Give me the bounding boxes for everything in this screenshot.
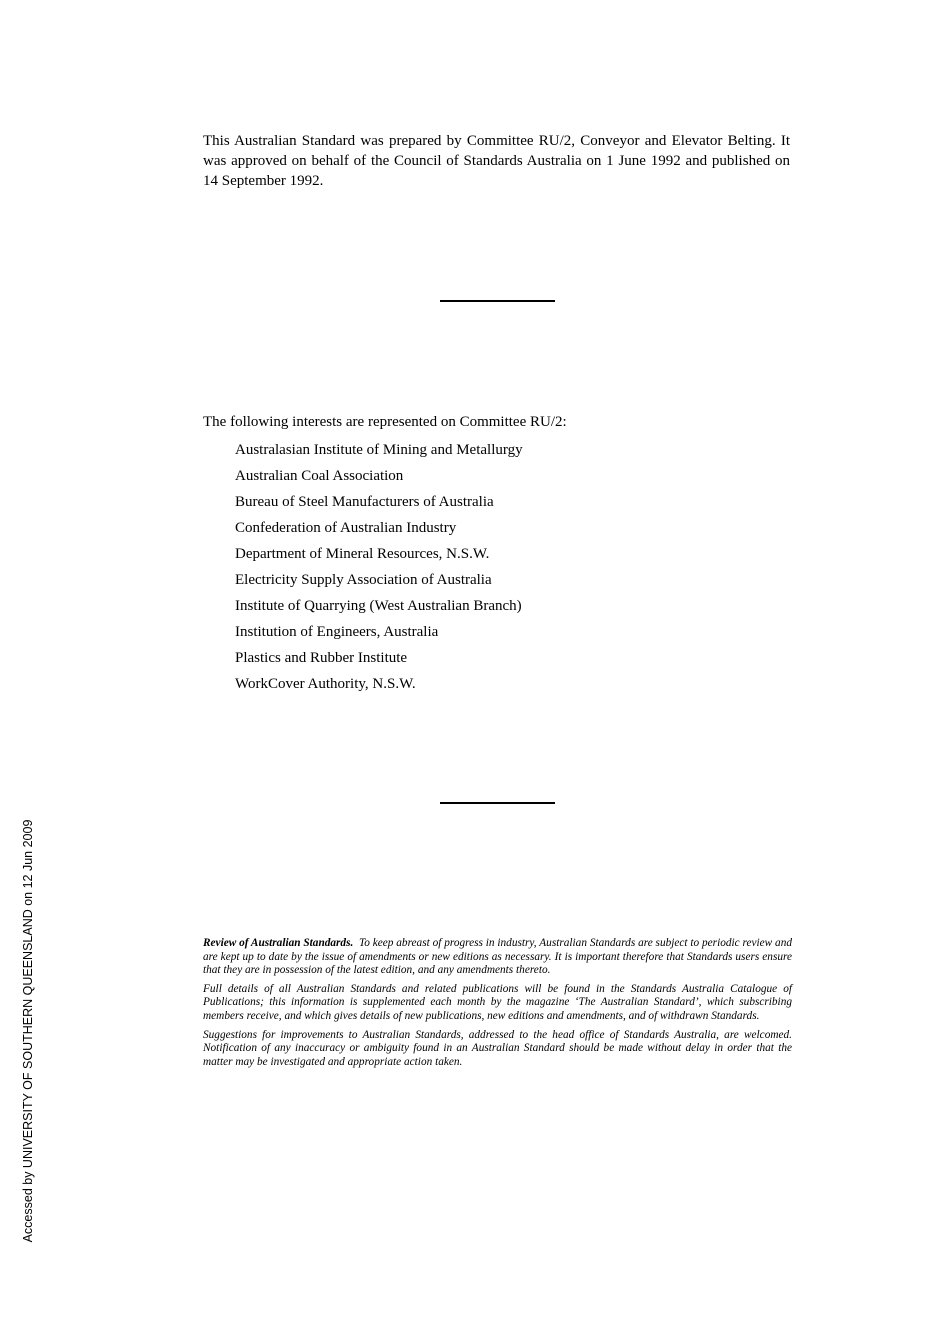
preparation-notice: This Australian Standard was prepared by Committee RU/2, Conveyor and Elevator Belting. It was approved on behalf of the Council of Standards Australia on 1 June 1992 and published on 14 September 1992.	[203, 133, 790, 189]
committee-member: Institution of Engineers, Australia	[235, 624, 439, 640]
section-divider-bottom	[440, 802, 555, 804]
committee-member: Confederation of Australian Industry	[235, 520, 457, 536]
committee-member: Australasian Institute of Mining and Metallurgy	[235, 442, 523, 458]
catalogue-paragraph: Full details of all Australian Standards and related publications will be found in the Standards Australia Catalogue of Publications; this information is supplemented each month by the magazine ‘The Australian Standard’, which subscribing members receive, and which gives details of new publications, new editions and amendments, and of withdrawn Standards.	[203, 982, 792, 1022]
committee-member: Bureau of Steel Manufacturers of Australia	[235, 494, 494, 510]
committee-member: WorkCover Authority, N.S.W.	[235, 676, 416, 692]
committee-intro: The following interests are represented on Committee RU/2:	[203, 414, 567, 430]
section-divider-top	[440, 300, 555, 302]
review-heading: Review of Australian Standards.	[203, 937, 354, 949]
committee-member: Department of Mineral Resources, N.S.W.	[235, 546, 490, 562]
suggestions-paragraph: Suggestions for improvements to Australian Standards, addressed to the head office of Standards Australia, are welcomed. Notification of any inaccuracy or ambiguity found in an Australian Standard should be made without delay in order that the matter may be investigated and appropriate action taken.	[203, 1028, 792, 1068]
review-paragraph-text: To keep abreast of progress in industry, Australian Standards are subject to periodic review and are kept up to date by the issue of amendments or new editions as necessary. It is important therefore that Standards users ensure that they are in possession of the latest edition, and any amendments thereto.	[203, 937, 792, 977]
committee-member: Electricity Supply Association of Australia	[235, 572, 492, 588]
committee-member: Australian Coal Association	[235, 468, 404, 484]
committee-member: Plastics and Rubber Institute	[235, 650, 408, 666]
review-notes	[203, 937, 792, 1074]
committee-members-list	[235, 440, 523, 700]
access-stamp: Accessed by UNIVERSITY OF SOUTHERN QUEENSLAND on 12 Jun 2009	[21, 819, 35, 1243]
review-paragraph	[203, 937, 792, 978]
committee-member: Institute of Quarrying (West Australian Branch)	[235, 598, 522, 614]
